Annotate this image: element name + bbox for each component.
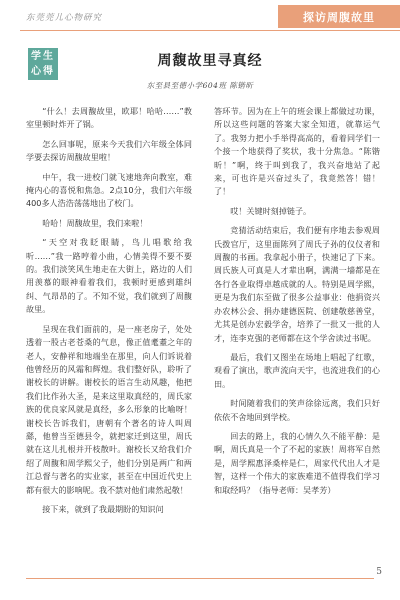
article-paragraph: 竞猜活动结束后，我们便有序地去参观周氏拨官厅，这里面陈列了周氏子孙的仪仪者和周馥的书画。我拿起小册子，快速记了下来。周氏族人可真是人才辈出啊，满满一墙都是在各行各业取得卓越成就的人。特别是周学熙，更是为我们东至做了很多公益事业：他捐资兴办农林公会、捐办建德医院、创建敬慈善堂，尤其是创办宏毅学舍，培养了一批又一批的人才，连李克强的老师都在这个学舍读过书呢。 [214, 225, 380, 343]
article-column-right [214, 105, 380, 503]
article-paragraph: 答环节。因为在上午的班会课上都做过功课，所以这些问题的答案大家全知道，就靠运气了。我努力把小手举得高高的，看着同学们一个接一个地获得了奖状，我十分焦急。“陈锴昕！”啊，终于叫到我了，我兴奋地站了起来，可也许是兴奋过头了，我竟然答！错！了！ [214, 106, 380, 197]
article-paragraph: 呈现在我们面前的，是一座老房子，处处透着一股古老苍桑的气息，像正值耄耋之年的老人，安静祥和地端坐在那里，向人们诉说着他曾经历的风霜和辉煌。我们整好队，聆听了谢校长的讲解。谢校长的语言生动风趣，他把我们比作孙大圣，是来这里取真经的，周氏家族的优良家风就是真经，多么形象的比喻呀！谢校长告诉我们，唐朝有个著名的诗人叫周繇，他曾当至德县令，就把家迁到这里，周氏就在这儿扎根并开枝散叶。谢校长又给我们介绍了周馥和周学熙父子，他们分别是两广和两江总督与著名的实业家，甚至在中国近代史上都有很大的影响呢。我不禁对他们肃然起敬！ [26, 323, 192, 495]
section-title-tab: 探访周腹故里 [278, 5, 400, 28]
student-insight-badge [28, 48, 58, 80]
article-paragraph: 最后，我们又图坐在场地上唱起了红歌，观看了演出，歌声流向天宇，也流进我们的心田。 [214, 351, 380, 389]
article-paragraph: 时间随着我们的笑声徐徐远离，我们只好依依不舍地回到学校。 [214, 398, 380, 422]
article-column-left [26, 105, 192, 522]
article-paragraph: 回去的路上，我的心情久久不能平静：是啊，周氏真是一个了不起的家族！周将军自然是，周学熙惠泽桑梓是仁，周家代代出人才是智，这样一个伟大的家族难道不值得我们学习和取经吗？（指导老师：吴孝芳） [214, 430, 380, 495]
page-number: 5 [376, 567, 382, 577]
header-divider [20, 30, 400, 31]
article-paragraph: 哎！关键时刻掉链子。 [230, 205, 312, 216]
article-paragraph: 怎么回事呢，原来今天我们六年级全体同学要去探访周馥故里啦！ [26, 138, 192, 163]
article-paragraph: “什么！去周馥故里，欧耶！哈哈……”教室里顿时炸开了锅。 [26, 106, 192, 130]
article-byline: 东至县至德小学604班 陈锴昕 [146, 81, 254, 90]
journal-name: 东莞莞儿心物研究 [26, 13, 103, 23]
article-paragraph: “天空对我眨眼睛，鸟儿唱歌给我听……”我一路哼着小曲，心情美得不要不要的。我们淡笑风生地走在大街上，路边的人们用羡慕的眼神看着我们，我顿时更感到雄纠纠、气昂昂的了。不知不觉，我们就到了周馥故里。 [26, 237, 192, 315]
page-header [0, 0, 400, 34]
badge-line-1: 学生 [31, 51, 55, 62]
footer-divider [26, 578, 374, 579]
badge-line-2: 心得 [31, 66, 55, 77]
article-paragraph: 哈哈！周馥故里，我们来啦！ [42, 217, 148, 228]
article-title: 周馥故里寻真经 [157, 53, 263, 69]
article-paragraph: 中午，我一进校门就飞速地奔向教室，难掩内心的喜悦和焦急。2点10分，我们六年级400多人浩浩荡荡地出了校门。 [26, 171, 192, 209]
article-paragraph: 接下来，就到了我最期盼的知识问 [42, 503, 164, 514]
